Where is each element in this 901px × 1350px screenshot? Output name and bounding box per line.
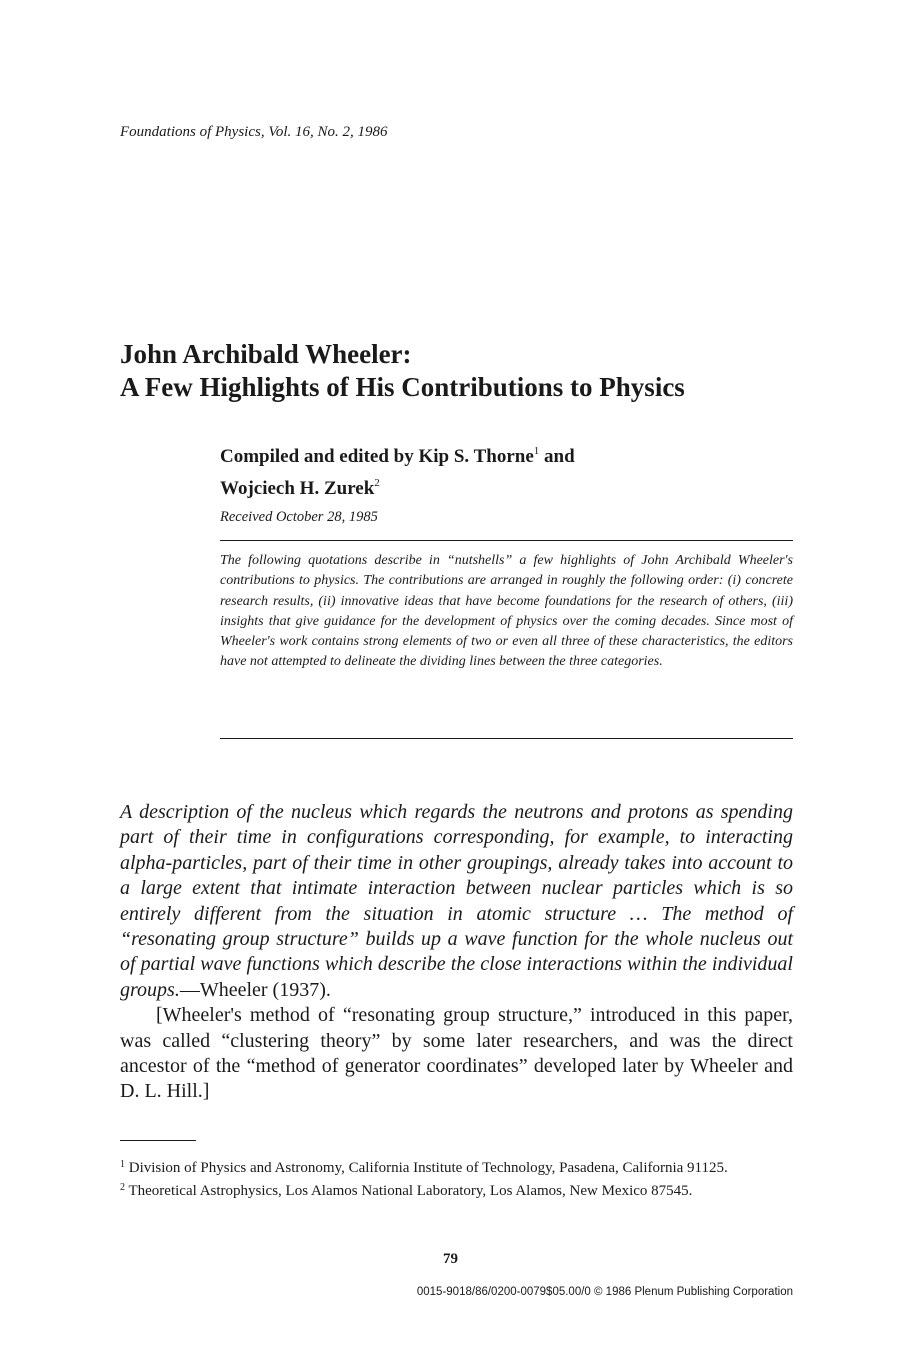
wheeler-quote: A description of the nucleus which regards the neutrons and protons as spending part of their time in configurations corresponding, for example, to interacting alpha-particles, part of their time in other groupings, already takes into account to a large extent that intimate interaction between nuclear particles which is so entirely different from the situation in atomic structure … The method of “resonating group structure” builds up a wave function for the whole nucleus out of partial wave functions which describe the close interactions within the individual groups. (120, 801, 793, 1001)
page-number: 79 (443, 1251, 458, 1267)
footnote-1-text: Division of Physics and Astronomy, California Institute of Technology, Pasadena, California 91125. (128, 1160, 728, 1176)
footnote-2 (120, 1178, 793, 1201)
title-line-1: John Archibald Wheeler: (120, 339, 412, 369)
quote-attribution: —Wheeler (1937). (179, 978, 331, 1001)
author-conjunction: and (539, 446, 575, 467)
footnotes (120, 1155, 793, 1201)
footnote-2-text: Theoretical Astrophysics, Los Alamos National Laboratory, Los Alamos, New Mexico 87545. (128, 1183, 693, 1199)
abstract-bottom-rule (220, 738, 793, 739)
journal-citation: Foundations of Physics, Vol. 16, No. 2, 1986 (120, 124, 388, 140)
author-1-footnote-ref[interactable]: 1 (533, 445, 540, 457)
author-2-footnote-ref[interactable]: 2 (374, 477, 380, 489)
author-2-name: Wojciech H. Zurek (220, 478, 375, 499)
editor-commentary: [Wheeler's method of “resonating group structure,” introduced in this paper, was called “clustering theory” by some later researchers, and was the direct ancestor of the “method of generator coordinates” developed later by Wheeler and D. L. Hill.] (120, 1004, 793, 1103)
footnote-1 (120, 1155, 793, 1178)
author-block (220, 438, 575, 502)
article-title (120, 338, 685, 404)
received-date: Received October 28, 1985 (220, 509, 378, 525)
abstract-top-rule (220, 540, 793, 541)
footnote-1-number: 1 (120, 1159, 125, 1170)
footnote-rule (120, 1140, 196, 1141)
title-line-2: A Few Highlights of His Contributions to Physics (120, 372, 685, 402)
copyright-line: 0015-9018/86/0200-0079$05.00/0 © 1986 Plenum Publishing Corporation (416, 1286, 793, 1298)
quotation-section (120, 800, 793, 1105)
footnote-2-number: 2 (120, 1182, 125, 1193)
abstract: The following quotations describe in “nutshells” a few highlights of John Archibald Wheeler's contributions to physics. The contributions are arranged in roughly the following order: (i) concrete research results, (ii) innovative ideas that have become foundations for the research of others, (iii) insights that give guidance for the development of physics over the coming decades. Since most of Wheeler's work contains strong elements of two or even all three of these characteristics, the editors have not attempted to delineate the dividing lines between the three categories. (220, 553, 793, 670)
author-prefix: Compiled and edited by Kip S. Thorne (220, 446, 534, 467)
